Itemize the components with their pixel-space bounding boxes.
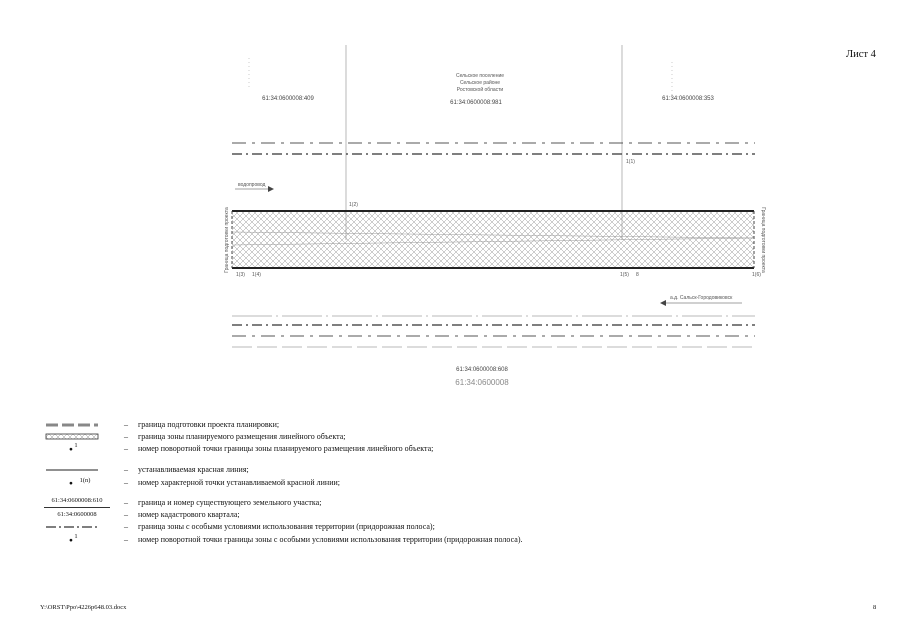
side-label-left: Граница подготовки проекта xyxy=(224,207,230,273)
legend-symbol-red-line-point: ● 1(n) xyxy=(69,477,91,487)
legend-symbol-roadside-point: ● 1 xyxy=(69,533,78,544)
legend-item: ● 1 – номер поворотной точки границы зоны с особыми условиями использования территории (придорожная полоса). xyxy=(40,534,760,546)
legend-item: – граница зоны планируемого размещения линейного объекта; xyxy=(40,431,760,443)
footer-page-number: 8 xyxy=(873,604,877,611)
settlement-label-3: Ростовской области xyxy=(456,87,504,93)
svg-text:1(4): 1(4) xyxy=(252,272,261,278)
parcel-number-top-center: 61:34:0600008:981 xyxy=(450,100,502,106)
footer-file-path: Y:\ORST\Ppo\4226p648.03.docx xyxy=(40,604,127,611)
legend-item: 61:34:0600008:610 – граница и номер существующего земельного участка; xyxy=(40,497,760,509)
svg-text:1(1): 1(1) xyxy=(626,159,635,165)
parcel-number-top-right: 61:34:0600008:353 xyxy=(662,96,714,102)
legend-item: – устанавливаемая красная линия; xyxy=(40,464,760,476)
legend-symbol-cadastral-quarter: 61:34:0600008 xyxy=(57,511,97,518)
legend-item: – граница зоны с особыми условиями использования территории (придорожная полоса); xyxy=(40,521,760,533)
legend-symbol-parcel: 61:34:0600008:610 xyxy=(40,497,106,509)
legend-item: 61:34:0600008 – номер кадастрового квартала; xyxy=(40,509,760,521)
placement-zone xyxy=(232,211,754,268)
legend-item: ● 1(n) – номер характерной точки устанавливаемой красной линии; xyxy=(40,477,760,489)
settlement-label-2: Сельское районе xyxy=(459,80,501,86)
road-label-lower: а.д. Сальск-Городовиковск xyxy=(670,295,733,301)
svg-text:1(6): 1(6) xyxy=(752,272,761,278)
legend-item: ● 1 – номер поворотной точки границы зоны планируемого размещения линейного объекта; xyxy=(40,443,760,455)
legend-item: – граница подготовки проекта планировки; xyxy=(40,419,760,431)
svg-text:1(5): 1(5) xyxy=(620,272,629,278)
parcel-number-top-left: 61:34:0600008:409 xyxy=(262,96,314,102)
settlement-label-1: Сельское поселение xyxy=(455,73,505,79)
sheet-label: Лист 4 xyxy=(846,49,876,60)
cadastral-quarter-bottom: 61:34:0600008 xyxy=(455,378,509,387)
legend-symbol-zone-point: ● 1 xyxy=(69,442,78,453)
svg-text:1(2): 1(2) xyxy=(349,202,358,208)
legend-symbol-project-boundary xyxy=(40,419,106,431)
side-label-right: Граница подготовки проекта xyxy=(760,207,766,273)
parcel-number-bottom: 61:34:0600008:608 xyxy=(456,367,508,373)
road-label-upper: водопровод xyxy=(238,182,266,188)
svg-text:8: 8 xyxy=(636,272,639,278)
svg-text:1(3): 1(3) xyxy=(236,272,245,278)
